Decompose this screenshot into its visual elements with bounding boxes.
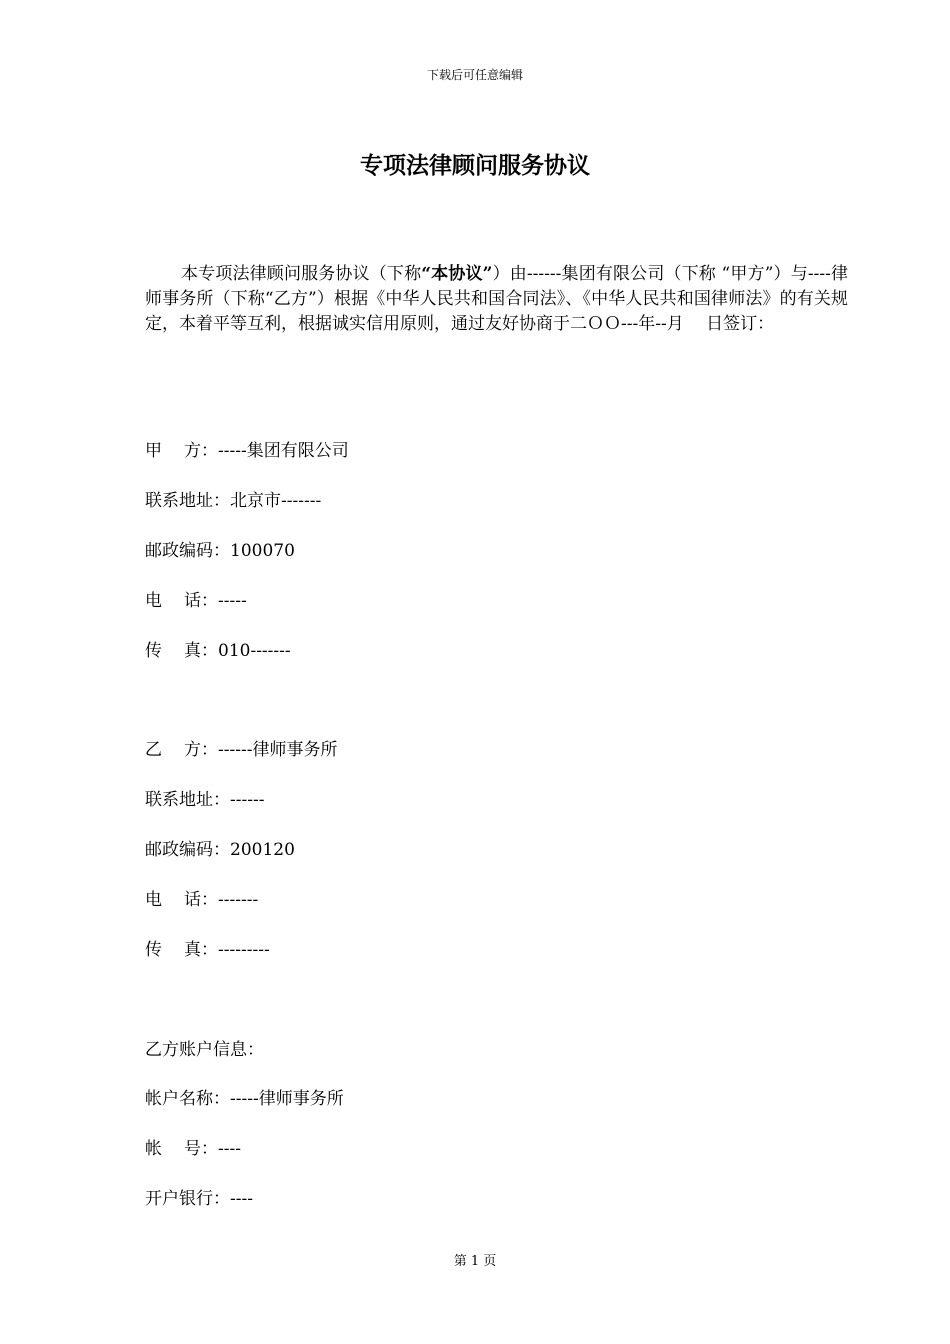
party-b-fax-label-1: 传: [145, 940, 162, 960]
party-b-name: [145, 735, 337, 760]
party-a-fax-value: 010-------: [218, 641, 291, 661]
party-a-phone: [145, 586, 247, 611]
party-a-address: [145, 486, 321, 511]
party-b-name-label-2: 方：: [184, 740, 218, 760]
party-b-phone-label-2: 话：: [184, 890, 218, 910]
party-a-fax-label-1: 传: [145, 641, 162, 661]
intro-text-2: ）由------集团有限公司（下称 “甲方”）与----律师事务所（下称“乙方”）根据《中华人民共和国合同法》、《中华人民共和国律师法》的有关规定，本着平等互利，根据诚实信用原则，通过友好协商于二ＯＯ---年--月 日签订：: [145, 264, 849, 334]
account-number-label-1: 帐: [145, 1139, 162, 1159]
party-a-phone-label-2: 话：: [184, 591, 218, 611]
party-b-postcode-label: 邮政编码：: [145, 840, 230, 860]
party-a-address-value: 北京市-------: [230, 491, 322, 511]
party-a-name: [145, 436, 349, 461]
party-a-phone-label-1: 电: [145, 591, 162, 611]
party-a-name-label-1: 甲: [145, 441, 162, 461]
account-heading: 乙方账户信息：: [145, 1040, 264, 1060]
intro-bold-text: “本协议”: [421, 264, 493, 284]
party-a-postcode-label: 邮政编码：: [145, 541, 230, 561]
account-number-value: ----: [218, 1139, 241, 1159]
party-b-fax-value: ---------: [218, 940, 270, 960]
party-a-fax-label-2: 真：: [184, 641, 218, 661]
page-header: 下载后可任意编辑: [426, 68, 523, 82]
party-b-phone-value: -------: [218, 890, 259, 910]
account-number: [145, 1134, 241, 1159]
party-b-phone: [145, 885, 258, 910]
party-a-name-value: -----集团有限公司: [218, 441, 349, 461]
party-b-address: [145, 785, 264, 810]
intro-paragraph: [145, 262, 848, 337]
intro-text-1: 本专项法律顾问服务协议（下称: [181, 264, 422, 284]
party-a-postcode-value: 100070: [230, 541, 295, 561]
party-a-postcode: [145, 536, 295, 561]
party-b-postcode-value: 200120: [230, 840, 295, 860]
party-b-fax-label-2: 真：: [184, 940, 218, 960]
document-title: 专项法律顾问服务协议: [360, 152, 590, 179]
party-b-address-label: 联系地址：: [145, 790, 230, 810]
party-b-postcode: [145, 835, 295, 860]
account-name-value: -----律师事务所: [230, 1089, 344, 1109]
account-name: [145, 1084, 344, 1109]
account-name-label: 帐户名称：: [145, 1089, 230, 1109]
page-number: 第 1 页: [453, 1254, 497, 1269]
party-b-address-value: ------: [230, 790, 265, 810]
account-bank-label: 开户银行：: [145, 1189, 230, 1209]
account-number-label-2: 号：: [184, 1139, 218, 1159]
account-bank: [145, 1184, 253, 1209]
party-b-name-label-1: 乙: [145, 740, 162, 760]
party-b-fax: [145, 935, 270, 960]
party-b-name-value: ------律师事务所: [218, 740, 338, 760]
party-a-address-label: 联系地址：: [145, 491, 230, 511]
account-bank-value: ----: [230, 1189, 253, 1209]
party-a-fax: [145, 636, 291, 661]
party-a-name-label-2: 方：: [184, 441, 218, 461]
party-a-phone-value: -----: [218, 591, 247, 611]
party-b-phone-label-1: 电: [145, 890, 162, 910]
